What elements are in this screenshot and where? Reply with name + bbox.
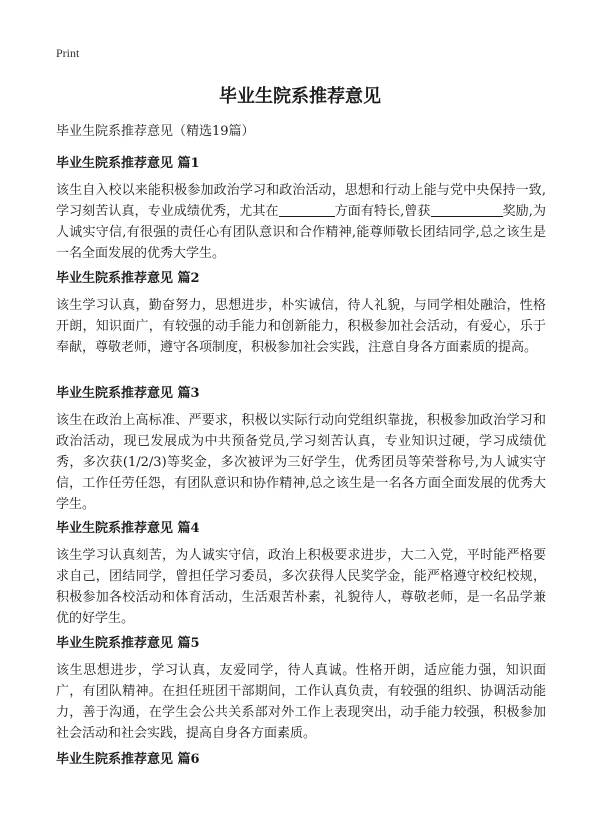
section-body-5: 该生思想进步，学习认真，友爱同学，待人真诚。性格开朗，适应能力强，知识面广，有团队精神。在担任班团干部期间，工作认真负责，有较强的组织、协调活动能力，善于沟通，在学生会公共关系部对外工作上表现突出，动手能力较强，积极参加社会活动和社会实践，提高自身各方面素质。: [56, 663, 546, 741]
section-body-1-part-2: 方面有特长,曾获: [334, 204, 431, 219]
section-heading-5: 毕业生院系推荐意见 篇5: [56, 636, 200, 651]
section-heading-4: 毕业生院系推荐意见 篇4: [56, 521, 200, 536]
subtitle: 毕业生院系推荐意见（精选19篇）: [56, 124, 255, 139]
blank-field-1: [279, 202, 335, 217]
section-heading-2: 毕业生院系推荐意见 篇2: [56, 271, 200, 286]
section-heading-1: 毕业生院系推荐意见 篇1: [56, 156, 200, 171]
print-link[interactable]: Print: [56, 46, 80, 60]
blank-field-2: [431, 202, 503, 217]
section-heading-6: 毕业生院系推荐意见 篇6: [56, 752, 200, 767]
section-body-3: 该生在政治上高标准、严要求，积极以实际行动向党组织靠拢，积极参加政治学习和政治活动，现已发展成为中共预备党员,学习刻苦认真，专业知识过硬，学习成绩优秀，多次获(1/2/3)等奖金，多次被评为三好学生，优秀团员等荣誉称号,为人诚实守信，工作任劳任怨，有团队意识和协作精神,总之该生是一名各方面全面发展的优秀大学生。: [56, 413, 546, 512]
section-body-1-part-3: 奖励,为人诚实守信,有很强的责任心有团队意识和合作精神,能尊师敬长团结同学,总之该生是一名全面发展的优秀大学生。: [56, 204, 546, 261]
section-body-1-part-1: 该生自入校以来能积极参加政治学习和政治活动，思想和行动上能与党中央保持一致,学习刻苦认真，专业成绩优秀，尤其在: [56, 183, 546, 219]
section-body-4: 该生学习认真刻苦，为人诚实守信，政治上积极要求进步，大二入党，平时能严格要求自己，团结同学，曾担任学习委员，多次获得人民奖学金，能严格遵守校纪校规，积极参加各校活动和体育活动，生活艰苦朴素，礼貌待人，尊敬老师，是一名品学兼优的好学生。: [56, 548, 546, 626]
section-body-2: 该生学习认真，勤奋努力，思想进步，朴实诚信，待人礼貌，与同学相处融洽，性格开朗，知识面广，有较强的动手能力和创新能力，积极参加社会活动，有爱心，乐于奉献，尊敬老师，遵守各项制度，积极参加社会实践，注意自身各方面素质的提高。: [56, 298, 546, 355]
section-body-1: [56, 180, 546, 264]
page-title: 毕业生院系推荐意见: [219, 86, 381, 107]
section-heading-3: 毕业生院系推荐意见 篇3: [56, 386, 200, 401]
